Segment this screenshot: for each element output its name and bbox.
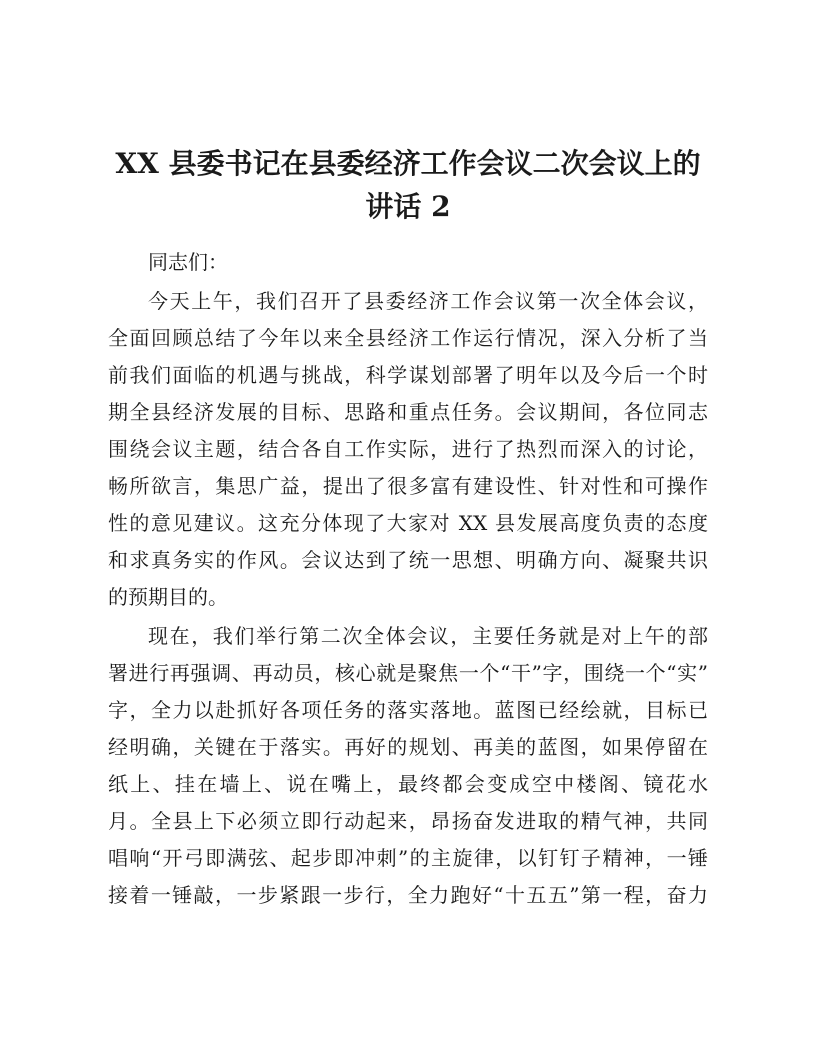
paragraph-2-line: 唱响“开弓即满弦、起步即冲刺”的主旋律，以钉钉子精神，一锤 — [108, 846, 708, 870]
paragraph-2-line: 接着一锤敲，一步紧跟一步行，全力跑好“十五五”第一程，奋力 — [108, 883, 708, 907]
paragraph-2-line: 署进行再强调、再动员，核心就是聚焦一个“干”字，围绕一个“实” — [108, 661, 708, 685]
paragraph-2-line: 月。全县上下必须立即行动起来，昂扬奋发进取的精气神，共同 — [108, 809, 708, 833]
paragraph-1-line: 畅所欲言，集思广益，提出了很多富有建设性、针对性和可操作 — [108, 474, 708, 498]
salutation: 同志们： — [148, 250, 228, 274]
paragraph-1-line: 围绕会议主题，结合各自工作实际，进行了热烈而深入的讨论， — [108, 437, 708, 461]
paragraph-2-line: 现在，我们举行第二次全体会议，主要任务就是对上午的部 — [148, 624, 708, 648]
paragraph-1-line: 前我们面临的机遇与挑战，科学谋划部署了明年以及今后一个时 — [108, 363, 708, 387]
paragraph-1-line: 性的意见建议。这充分体现了大家对 XX 县发展高度负责的态度 — [108, 511, 708, 535]
paragraph-1-line: 今天上午，我们召开了县委经济工作会议第一次全体会议， — [148, 289, 708, 313]
paragraph-2-line: 经明确，关键在于落实。再好的规划、再美的蓝图，如果停留在 — [108, 735, 708, 759]
paragraph-2-line: 字，全力以赴抓好各项任务的落实落地。蓝图已经绘就，目标已 — [108, 698, 708, 722]
paragraph-1-line: 的预期目的。 — [108, 585, 228, 609]
paragraph-2-line: 纸上、挂在墙上、说在嘴上，最终都会变成空中楼阁、镜花水 — [108, 772, 708, 796]
paragraph-1-line: 期全县经济发展的目标、思路和重点任务。会议期间，各位同志 — [108, 400, 708, 424]
document-title-line-2: 讲话 2 — [365, 190, 451, 223]
document-title-line-1: XX 县委书记在县委经济工作会议二次会议上的 — [115, 147, 701, 180]
paragraph-1-line: 全面回顾总结了今年以来全县经济工作运行情况，深入分析了当 — [108, 326, 708, 350]
paragraph-1-line: 和求真务实的作风。会议达到了统一思想、明确方向、凝聚共识 — [108, 548, 708, 572]
